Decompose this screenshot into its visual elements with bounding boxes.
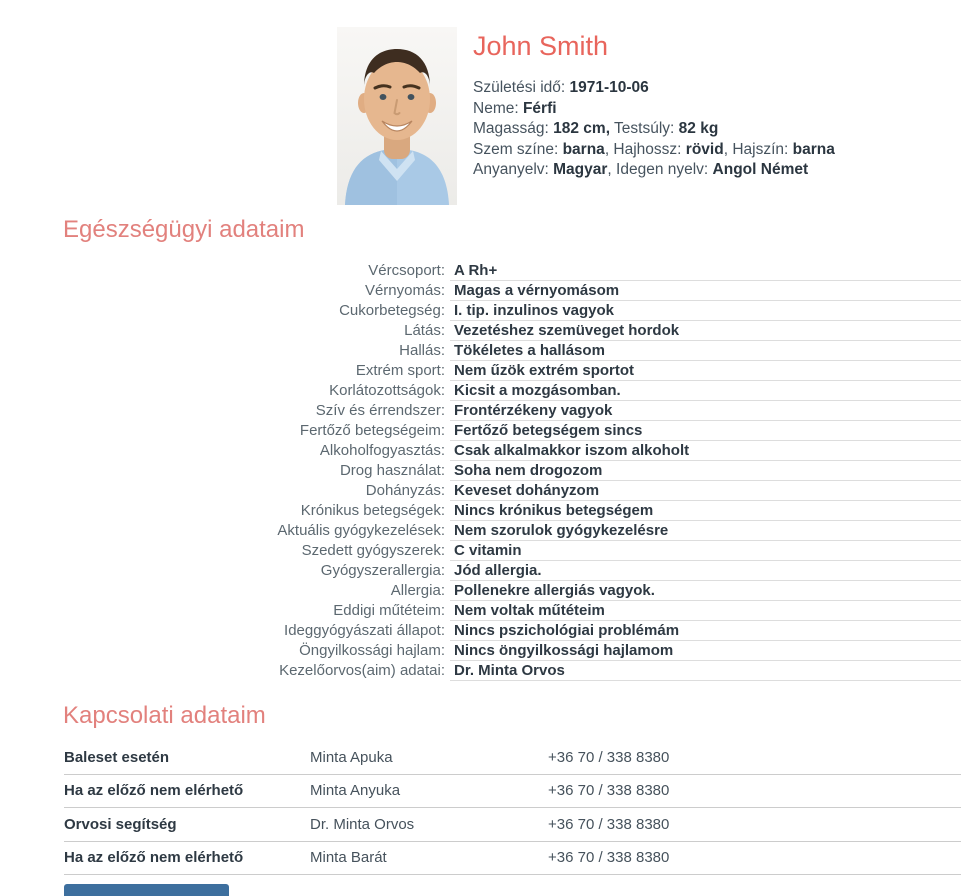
profile-photo-image bbox=[337, 27, 457, 205]
contact-person-name: Minta Anyuka bbox=[310, 782, 401, 800]
health-row bbox=[63, 281, 961, 301]
health-row bbox=[63, 601, 961, 621]
health-row-value: Tökéletes a hallásom bbox=[450, 341, 961, 361]
health-row-value: Magas a vérnyomásom bbox=[450, 281, 961, 301]
personal-detail-line bbox=[473, 119, 963, 140]
health-row-value: Kicsit a mozgásomban. bbox=[450, 381, 961, 401]
contact-person-name: Minta Barát bbox=[310, 849, 387, 867]
health-row bbox=[63, 501, 961, 521]
health-row-value: Vezetéshez szemüveget hordok bbox=[450, 321, 961, 341]
health-row-label: Extrém sport: bbox=[355, 362, 445, 379]
detail-value: Magyar bbox=[553, 161, 608, 178]
health-row-label: Hallás: bbox=[399, 342, 445, 359]
health-row-label: Aktuális gyógykezelések: bbox=[277, 522, 445, 539]
partially-visible-button[interactable] bbox=[64, 884, 229, 896]
contact-row bbox=[64, 842, 961, 876]
contact-row bbox=[64, 741, 961, 775]
detail-label: , Idegen nyelv: bbox=[607, 161, 713, 178]
health-row-label: Allergia: bbox=[390, 582, 445, 599]
detail-value: barna bbox=[562, 140, 605, 158]
detail-label: Szem színe: bbox=[473, 140, 563, 158]
contact-person-name: Minta Apuka bbox=[310, 748, 393, 766]
health-row bbox=[63, 581, 961, 601]
health-row-label: Eddigi műtéteim: bbox=[333, 602, 445, 619]
personal-detail-line bbox=[473, 160, 963, 181]
personal-details bbox=[473, 78, 963, 181]
health-row bbox=[63, 261, 961, 281]
health-row bbox=[63, 381, 961, 401]
health-row bbox=[63, 421, 961, 441]
contact-role: Ha az előző nem elérhető bbox=[64, 782, 244, 800]
profile-summary bbox=[473, 27, 963, 205]
health-row bbox=[63, 481, 961, 501]
profile-name: John Smith bbox=[473, 31, 609, 61]
health-row-value: Nincs öngyilkossági hajlamom bbox=[450, 641, 961, 661]
health-row-value: Jód allergia. bbox=[450, 561, 961, 581]
health-row-value: Frontérzékeny vagyok bbox=[450, 401, 961, 421]
health-row bbox=[63, 301, 961, 321]
health-row-label: Dohányzás: bbox=[365, 482, 445, 499]
contact-person-name: Dr. Minta Orvos bbox=[310, 815, 415, 833]
health-row-value: I. tip. inzulinos vagyok bbox=[450, 301, 961, 321]
health-row-label: Fertőző betegségeim: bbox=[299, 422, 445, 439]
detail-value: Férfi bbox=[522, 99, 557, 117]
contact-role: Ha az előző nem elérhető bbox=[64, 849, 244, 867]
section-title-health: Egészségügyi adataim bbox=[63, 216, 305, 243]
health-row bbox=[63, 541, 961, 561]
health-row bbox=[63, 341, 961, 361]
health-row-label: Alkoholfogyasztás: bbox=[319, 442, 445, 459]
detail-label: Magasság: bbox=[473, 120, 554, 137]
health-row-value: Soha nem drogozom bbox=[450, 461, 961, 481]
health-row-label: Krónikus betegségek: bbox=[300, 502, 445, 519]
health-row-value: Nem voltak műtéteim bbox=[450, 601, 961, 621]
contact-phone-number: +36 70 / 338 8380 bbox=[548, 815, 670, 833]
detail-value: 1971-10-06 bbox=[569, 79, 649, 96]
health-row-label: Ideggyógyászati állapot: bbox=[284, 622, 445, 639]
contact-table bbox=[64, 741, 961, 875]
health-row-value: Keveset dohányzom bbox=[450, 481, 961, 501]
detail-value: Angol Német bbox=[712, 161, 809, 178]
contact-phone-number: +36 70 / 338 8380 bbox=[548, 782, 670, 800]
health-row-value: C vitamin bbox=[450, 541, 961, 561]
detail-value: 82 kg bbox=[678, 120, 719, 137]
health-row-value: Csak alkalmakkor iszom alkoholt bbox=[450, 441, 961, 461]
health-row bbox=[63, 641, 961, 661]
detail-label: Testsúly: bbox=[610, 120, 679, 137]
health-row-label: Kezelőorvos(aim) adatai: bbox=[279, 662, 445, 679]
health-row-value: Nincs pszichológiai problémám bbox=[450, 621, 961, 641]
health-row bbox=[63, 321, 961, 341]
contact-row bbox=[64, 808, 961, 842]
section-title-contacts: Kapcsolati adataim bbox=[63, 702, 266, 729]
health-row-value: A Rh+ bbox=[450, 261, 961, 281]
health-row bbox=[63, 461, 961, 481]
health-row-label: Korlátozottságok: bbox=[329, 382, 445, 399]
health-row-label: Gyógyszerallergia: bbox=[320, 562, 445, 579]
detail-label: Születési idő: bbox=[473, 79, 570, 96]
personal-detail-line bbox=[473, 140, 963, 161]
health-row bbox=[63, 621, 961, 641]
health-row-value: Dr. Minta Orvos bbox=[450, 661, 961, 681]
detail-value: rövid bbox=[685, 140, 724, 158]
health-row-value: Nem szorulok gyógykezelésre bbox=[450, 521, 961, 541]
health-row-label: Drog használat: bbox=[339, 462, 445, 479]
contact-phone-number: +36 70 / 338 8380 bbox=[548, 748, 670, 766]
health-row bbox=[63, 661, 961, 681]
profile-photo bbox=[337, 27, 457, 205]
health-row bbox=[63, 561, 961, 581]
health-row-label: Cukorbetegség: bbox=[339, 302, 445, 319]
detail-value: 182 cm, bbox=[553, 120, 611, 137]
detail-label: Anyanyelv: bbox=[473, 161, 554, 178]
health-row-label: Öngyilkossági hajlam: bbox=[299, 642, 445, 659]
health-row-value: Fertőző betegségem sincs bbox=[450, 421, 961, 441]
contact-role: Orvosi segítség bbox=[64, 815, 177, 833]
health-row-value: Nincs krónikus betegségem bbox=[450, 501, 961, 521]
personal-detail-line bbox=[473, 99, 963, 120]
health-row-label: Vérnyomás: bbox=[364, 282, 445, 299]
contact-role: Baleset esetén bbox=[64, 748, 170, 766]
contact-phone-number: +36 70 / 338 8380 bbox=[548, 849, 670, 867]
health-row bbox=[63, 441, 961, 461]
detail-value: barna bbox=[792, 140, 835, 158]
health-row-label: Látás: bbox=[404, 322, 445, 339]
health-row bbox=[63, 521, 961, 541]
health-row bbox=[63, 401, 961, 421]
health-row-label: Szedett gyógyszerek: bbox=[301, 542, 445, 559]
contact-row bbox=[64, 775, 961, 809]
detail-label: , Hajhossz: bbox=[604, 140, 686, 158]
personal-detail-line bbox=[473, 78, 963, 99]
health-row-label: Szív és érrendszer: bbox=[315, 402, 445, 419]
health-row-value: Pollenekre allergiás vagyok. bbox=[450, 581, 961, 601]
detail-label: Neme: bbox=[473, 99, 523, 117]
profile-header bbox=[337, 27, 963, 205]
detail-label: , Hajszín: bbox=[723, 140, 793, 158]
health-data-list bbox=[63, 261, 961, 681]
health-row-value: Nem űzök extrém sportot bbox=[450, 361, 961, 381]
health-row bbox=[63, 361, 961, 381]
health-row-label: Vércsoport: bbox=[368, 262, 445, 279]
